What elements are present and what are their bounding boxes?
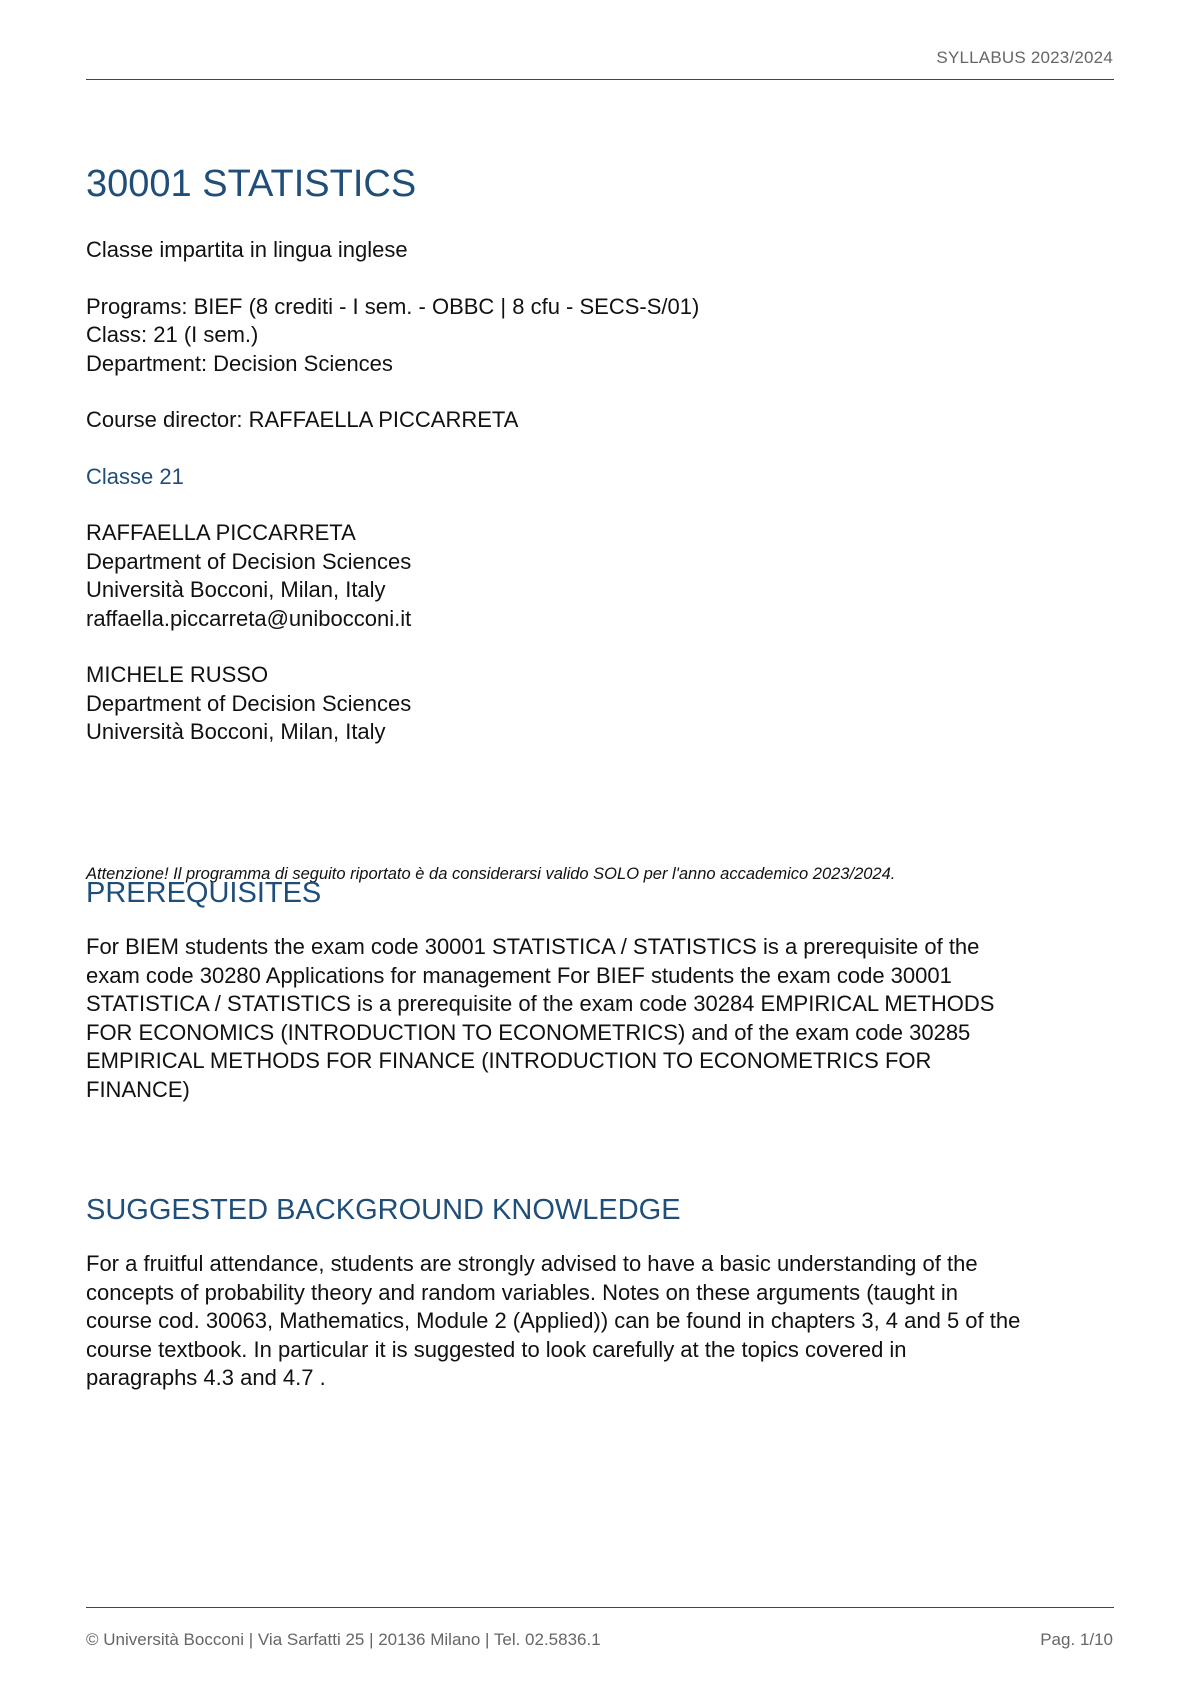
- instructor-university: Università Bocconi, Milan, Italy: [86, 577, 386, 602]
- page-number: Pag. 1/10: [1040, 1630, 1113, 1649]
- prerequisites-section: [86, 875, 1116, 1104]
- course-director: Course director: RAFFAELLA PICCARRETA: [86, 407, 519, 432]
- prerequisites-heading: PREREQUISITES: [86, 877, 322, 909]
- instructor-name: RAFFAELLA PICCARRETA: [86, 520, 356, 545]
- footer-address: © Università Bocconi | Via Sarfatti 25 | 20136 Milano | Tel. 02.5836.1: [86, 1630, 601, 1649]
- class-heading: Classe 21: [86, 463, 184, 489]
- course-class: Class: 21 (I sem.): [86, 322, 259, 347]
- instructor-department: Department of Decision Sciences: [86, 690, 412, 716]
- background-section: [86, 1192, 1116, 1393]
- document-body: [86, 160, 1116, 1390]
- course-department: Department: Decision Sciences: [86, 350, 393, 376]
- validity-notice: Attenzione! Il programma di seguito riportato è da considerarsi valido SOLO per l'anno accademico 2023/2024.: [86, 865, 896, 883]
- instructor-department: Department of Decision Sciences: [86, 548, 412, 574]
- instructor-university: Università Bocconi, Milan, Italy: [86, 719, 386, 744]
- course-programs: Programs: BIEF (8 crediti - I sem. - OBBC | 8 cfu - SECS-S/01): [86, 293, 700, 319]
- header-label: SYLLABUS 2023/2024: [936, 48, 1113, 67]
- course-title: 30001 STATISTICS: [86, 163, 417, 205]
- instructor-email[interactable]: raffaella.piccarreta@unibocconi.it: [86, 605, 412, 631]
- course-language: Classe impartita in lingua inglese: [86, 237, 408, 262]
- background-text: For a fruitful attendance, students are strongly advised to have a basic understanding of the concepts of probability theory and random variables. Notes on these arguments (taught in course cod. 30063, Mathematics, Module 2 (Applied)) can be found in chapters 3, 4 and 5 of the course textbook. In particular it is suggested to look carefully at the topics covered in paragraphs 4.3 and 4.7 .: [86, 1251, 1021, 1390]
- header-divider: [86, 79, 1114, 80]
- instructor-block: [86, 661, 1116, 747]
- prerequisites-text: For BIEM students the exam code 30001 STATISTICA / STATISTICS is a prerequisite of the exam code 30280 Applications for management For BIEF students the exam code 30001 STATISTICA / STATISTICS is a prerequisite of the exam code 30284 EMPIRICAL METHODS FOR ECONOMICS (INTRODUCTION TO ECONOMETRICS) and of the exam code 30285 EMPIRICAL METHODS FOR FINANCE (INTRODUCTION TO ECONOMETRICS FOR FINANCE): [86, 934, 995, 1102]
- footer-divider: [86, 1607, 1114, 1608]
- instructor-block: [86, 519, 1116, 633]
- instructor-name: MICHELE RUSSO: [86, 662, 269, 687]
- background-heading: SUGGESTED BACKGROUND KNOWLEDGE: [86, 1194, 681, 1226]
